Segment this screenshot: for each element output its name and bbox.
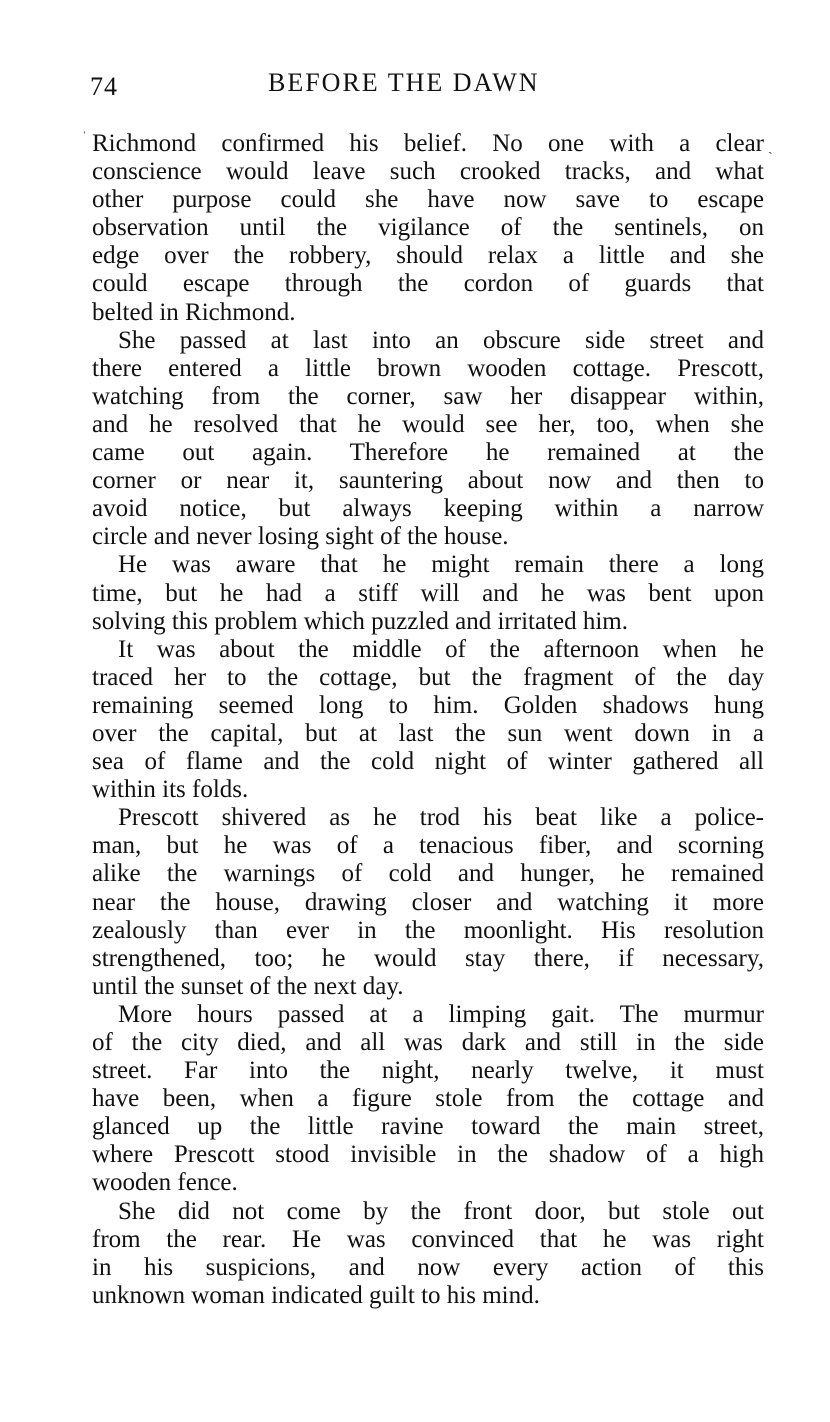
text-line: until the sunset of the next day. xyxy=(92,972,404,1000)
text-line: avoid notice, but always keeping within a narrow xyxy=(92,495,764,523)
text-line: solving this problem which puzzled and irritated him. xyxy=(92,607,628,635)
print-speck-right: ˏ xyxy=(768,140,773,155)
text-line: He was aware that he might remain there a long xyxy=(118,551,764,579)
text-line: conscience would leave such crooked tracks, and what xyxy=(92,158,764,186)
text-line: corner or near it, sauntering about now and then to xyxy=(92,467,764,495)
text-line: belted in Richmond. xyxy=(92,298,296,326)
text-line: zealously than ever in the moonlight. His resolution xyxy=(92,916,764,944)
text-line: observation until the vigilance of the sentinels, on xyxy=(92,214,764,242)
page-number: 74 xyxy=(90,72,118,101)
text-line: She passed at last into an obscure side street and xyxy=(118,326,764,354)
text-line: of the city died, and all was dark and still in the side xyxy=(92,1029,764,1056)
text-line: near the house, drawing closer and watching it more xyxy=(92,888,764,916)
text-line: where Prescott stood invisible in the shadow of a high xyxy=(92,1141,764,1169)
text-line: wooden fence. xyxy=(92,1169,238,1197)
text-line: have been, when a figure stole from the cottage and xyxy=(92,1085,764,1113)
text-line: She did not come by the front door, but stole out xyxy=(118,1197,764,1225)
text-line: unknown woman indicated guilt to his mind. xyxy=(92,1281,540,1309)
text-line: man, but he was of a tenacious fiber, and scorning xyxy=(92,832,764,860)
text-line: glanced up the little ravine toward the main street, xyxy=(92,1113,764,1141)
text-line: edge over the robbery, should relax a little and she xyxy=(92,242,764,270)
running-head: BEFORE THE DAWN xyxy=(268,68,540,97)
text-line: there entered a little brown wooden cottage. Prescott, xyxy=(92,354,764,382)
text-line: time, but he had a stiff will and he was bent upon xyxy=(92,579,764,607)
text-line: over the capital, but at last the sun went down in a xyxy=(92,719,764,747)
text-line: watching from the corner, saw her disappear within, xyxy=(92,382,764,410)
print-speck-left: ˈ xyxy=(82,130,87,145)
text-line: strengthened, too; he would stay there, if necessary, xyxy=(92,944,764,972)
text-line: came out again. Therefore he remained at the xyxy=(92,439,764,467)
text-line: sea of flame and the cold night of winter gathered all xyxy=(92,748,764,776)
text-line: More hours passed at a limping gait. The murmur xyxy=(118,1000,764,1028)
text-line: circle and never losing sight of the house. xyxy=(92,523,509,551)
text-line: in his suspicions, and now every action of this xyxy=(92,1253,764,1281)
text-line: street. Far into the night, nearly twelve, it must xyxy=(92,1057,764,1085)
text-line: from the rear. He was convinced that he was right xyxy=(92,1225,764,1253)
text-line: other purpose could she have now save to escape xyxy=(92,186,764,214)
text-line: and he resolved that he would see her, too, when she xyxy=(92,410,764,438)
body-text xyxy=(92,130,764,1310)
text-line: alike the warnings of cold and hunger, he remained xyxy=(92,860,764,888)
text-line: Prescott shivered as he trod his beat like a police- xyxy=(118,804,764,832)
text-line: Richmond confirmed his belief. No one with a clear xyxy=(92,130,764,157)
text-line: remaining seemed long to him. Golden shadows hung xyxy=(92,691,764,719)
text-line: could escape through the cordon of guards that xyxy=(92,270,764,298)
text-line: It was about the middle of the afternoon when he xyxy=(118,635,764,663)
text-line: within its folds. xyxy=(92,776,249,804)
text-line: traced her to the cottage, but the fragment of the day xyxy=(92,663,764,691)
